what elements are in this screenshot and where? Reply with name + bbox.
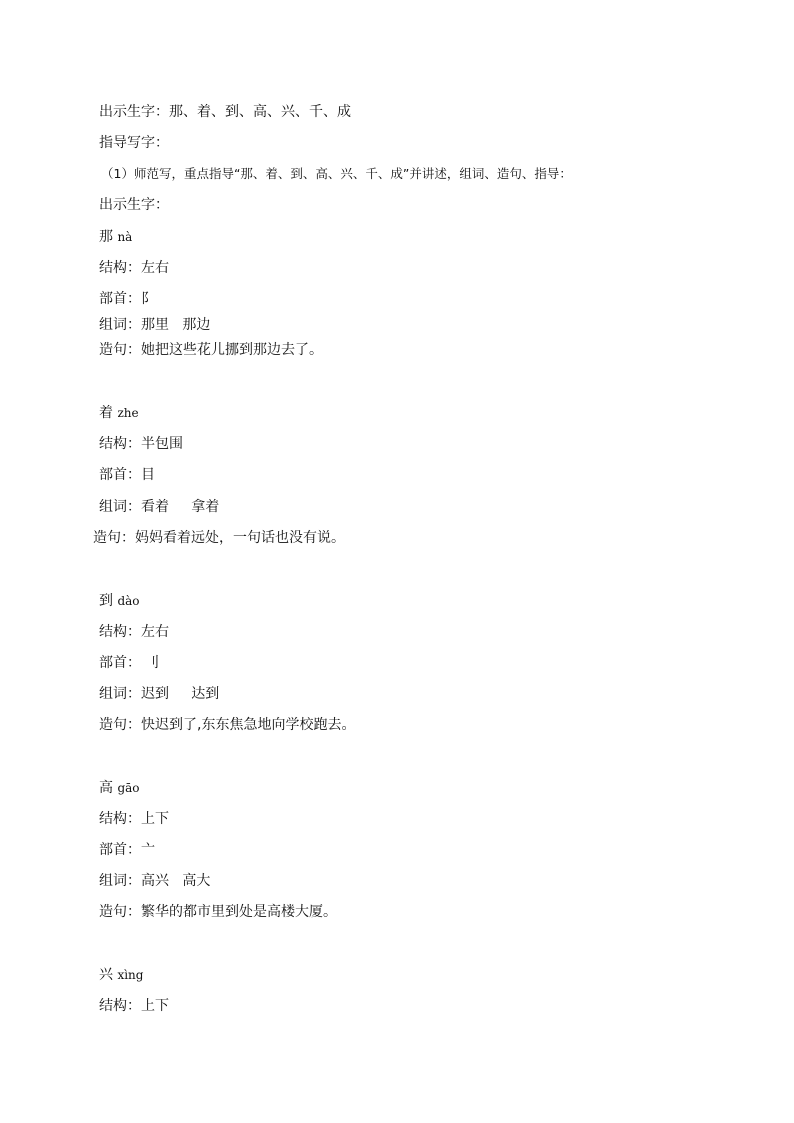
char-heading-zhe [99, 405, 139, 421]
teacher-demo-line: （1）师范写，重点指导“那、着、到、高、兴、千、成”并讲述，组词、造句、指导： [101, 166, 572, 181]
word-line: 组词：看着 拿着 [99, 499, 220, 515]
structure-line: 结构：左右 [99, 624, 169, 640]
char: 高 [99, 780, 113, 796]
structure-line: 结构：左右 [99, 260, 169, 276]
char-heading-xing [99, 967, 143, 983]
pinyin: nà [117, 230, 133, 244]
sentence-line: 造句：她把这些花儿挪到那边去了。 [99, 342, 323, 358]
char: 那 [99, 229, 113, 245]
word-line: 组词：那里 那边 [99, 317, 211, 333]
sentence-line: 造句：快迟到了,东东焦急地向学校跑去。 [99, 717, 356, 733]
word-line: 组词：高兴 高大 [99, 873, 211, 889]
sentence-line: 造句：妈妈看着远处，一句话也没有说。 [93, 530, 345, 546]
pinyin: dào [117, 594, 140, 608]
structure-line: 结构：上下 [99, 811, 169, 827]
pinyin: xìng [117, 968, 144, 982]
show-characters-line: 出示生字：那、着、到、高、兴、千、成 [99, 104, 351, 120]
radical-line: 部首：目 [99, 467, 155, 483]
structure-line: 结构：半包围 [99, 436, 183, 452]
char-heading-gao [99, 780, 140, 796]
word-line: 组词：迟到 达到 [99, 686, 220, 702]
pinyin: gāo [117, 781, 140, 795]
show-characters-heading: 出示生字： [99, 197, 169, 213]
radical-line: 部首：阝 [99, 291, 155, 307]
radical-line: 部首： 刂 [99, 655, 160, 671]
char-heading-na [99, 229, 132, 245]
char-heading-dao [99, 593, 140, 609]
char: 兴 [99, 967, 113, 983]
sentence-line: 造句：繁华的都市里到处是高楼大厦。 [99, 904, 337, 920]
radical-line: 部首：亠 [99, 842, 155, 858]
char: 着 [99, 405, 113, 421]
structure-line: 结构：上下 [99, 998, 169, 1014]
writing-guide-heading: 指导写字： [99, 135, 169, 151]
char: 到 [99, 593, 113, 609]
pinyin: zhe [117, 406, 139, 420]
